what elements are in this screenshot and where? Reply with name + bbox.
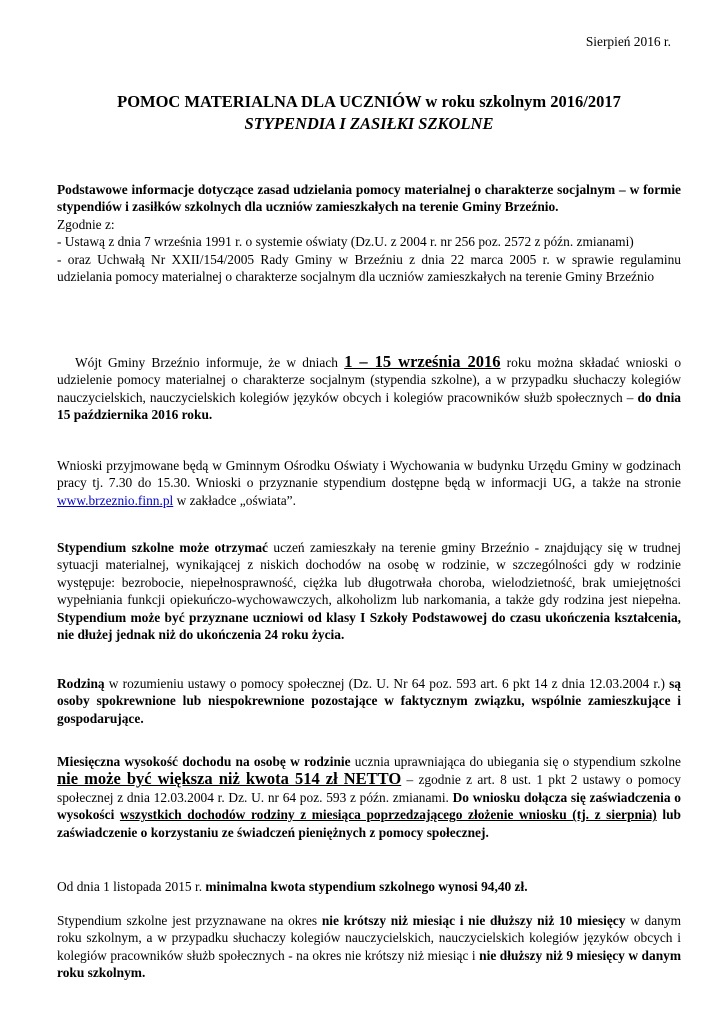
- applications-paragraph: [57, 457, 681, 509]
- announcement-paragraph: [57, 353, 681, 424]
- period-bold-2: nie dłuższy niż 9 miesięcy w danym roku szkolnym.: [57, 947, 681, 981]
- period-text-1: Stypendium szkolne jest przyznawane na okres: [57, 913, 322, 928]
- minimum-paragraph: [57, 878, 681, 895]
- intro-heading: [57, 181, 681, 216]
- intro-law-1: - Ustawą z dnia 7 września 1991 r. o systemie oświaty (Dz.U. z 2004 r. nr 256 poz. 2572 z późn. zmianami): [57, 234, 634, 250]
- applications-text-1: Wnioski przyjmowane będą w Gminnym Ośrodku Oświaty i Wychowania w budynku Urzędu Gminy w godzinach pracy tj. 7.30 do 15.30. Wnioski o przyznanie stypendium dostępne będą w informacji UG, a także na stronie: [57, 458, 681, 491]
- announcement-section: [57, 353, 681, 424]
- intro-law-2: - oraz Uchwałą Nr XXII/154/2005 Rady Gminy w Brzeźniu z dnia 22 marca 2005 r. w sprawie regulaminu udzielania pomocy materialnej o charakterze socjalnym dla uczniów zamieszkałych na terenie Gminy Brzeźnio: [57, 251, 681, 285]
- intro-bold-text: Podstawowe informacje dotyczące zasad udzielania pomocy materialnej o charakterze socjalnym – w formie stypendiów i zasiłków szkolnych dla uczniów zamieszkałych na terenie Gminy Brzeźnio.: [57, 182, 681, 215]
- applications-section: [57, 457, 681, 509]
- website-link[interactable]: www.brzeznio.finn.pl: [57, 492, 174, 508]
- family-section: [57, 675, 681, 727]
- eligibility-bold-1: Stypendium szkolne może otrzymać: [57, 540, 268, 555]
- minimum-section: [57, 878, 681, 895]
- document-date: Sierpień 2016 r.: [585, 34, 671, 49]
- income-limit: nie może być większa niż kwota 514 zł NETTO: [57, 769, 402, 789]
- income-underlined: wszystkich dochodów rodziny z miesiąca poprzedzającego złożenie wniosku (tj. z sierpnia): [119, 807, 657, 823]
- intro-section: [57, 181, 681, 285]
- family-bold-2: są osoby spokrewnione lub niespokrewnione pozostające w faktycznym związku, wspólnie zamieszkujące i gospodarujące.: [57, 676, 681, 726]
- income-bold-3: lub zaświadczenie o korzystaniu ze świadczeń pieniężnych z pomocy społecznej.: [57, 807, 681, 840]
- document-subtitle: STYPENDIA I ZASIŁKI SZKOLNE: [244, 114, 494, 133]
- period-text-2: w danym roku szkolnym, a w przypadku słuchaczy kolegiów nauczycielskich, nauczycielskich kolegiów języków obcych i kolegiów pracowników służb społecznych - na okres nie krótszy niż miesiąc i: [57, 913, 681, 963]
- period-paragraph: [57, 912, 681, 982]
- income-text-1: ucznia uprawniająca do ubiegania się o stypendium szkolne: [350, 754, 681, 769]
- family-paragraph: [57, 675, 681, 727]
- eligibility-paragraph: [57, 539, 681, 643]
- period-section: [57, 912, 681, 982]
- applications-text-2: w zakładce „oświata”.: [173, 492, 296, 508]
- document-title: POMOC MATERIALNA DLA UCZNIÓW w roku szkolnym 2016/2017: [117, 92, 621, 111]
- income-bold-1: Miesięczna wysokość dochodu na osobę w rodzinie: [57, 754, 351, 769]
- eligibility-text: uczeń zamieszkały na terenie gminy Brzeźnio - znajdujący się w trudnej sytuacji materialnej, wynikającej z niskich dochodów na osobę w rodzinie, w szczególności gdy w rodzinie występuje: bezrobocie, niepełnosprawność, ciężka lub długotrwała choroba, wielodzietność, brak umiejętności wypełniania funkcji opiekuńczo-wychowawczych, alkoholizm lub narkomania, a także gdy rodzina jest niepełna.: [57, 540, 681, 608]
- period-bold-1: nie krótszy niż miesiąc i nie dłuższy niż 10 miesięcy: [321, 913, 626, 928]
- income-section: [57, 753, 681, 841]
- family-text: w rozumieniu ustawy o pomocy społecznej (Dz. U. Nr 64 poz. 593 art. 6 pkt 14 z dnia 12.03.2004 r.): [104, 676, 670, 691]
- announcement-dates: 1 – 15 września 2016: [344, 352, 501, 371]
- income-paragraph: [57, 753, 681, 841]
- income-bold-2: Do wniosku dołącza się zaświadczenia o wysokości: [57, 789, 681, 823]
- eligibility-section: [57, 539, 681, 643]
- intro-according: Zgodnie z:: [57, 216, 115, 232]
- eligibility-bold-2: Stypendium może być przyznane uczniowi od klasy I Szkoły Podstawowej do czasu ukończenia kształcenia, nie dłużej jednak niż do ukończenia 24 roku życia.: [57, 609, 681, 643]
- minimum-text: Od dnia 1 listopada 2015 r.: [57, 879, 206, 894]
- minimum-bold: minimalna kwota stypendium szkolnego wynosi 94,40 zł.: [205, 879, 528, 894]
- announcement-deadline: do dnia 15 października 2016 roku.: [57, 389, 681, 423]
- announcement-text-1: Wójt Gminy Brzeźnio informuje, że w dniach: [75, 355, 345, 370]
- family-bold-1: Rodziną: [57, 676, 105, 691]
- announcement-text-2: roku można składać wnioski o udzielenie pomocy materialnej o charakterze socjalnym (stypendia szkolne), a w przypadku słuchaczy kolegiów nauczycielskich, nauczycielskich kolegiów języków obcych i kolegiów pracowników służb społecznych –: [57, 355, 682, 405]
- income-text-2: – zgodnie z art. 8 ust. 1 pkt 2 ustawy o pomocy społecznej z dnia 12.03.2004 r. Dz. U. nr 64 poz. 593 z późn. zmianami.: [57, 772, 681, 805]
